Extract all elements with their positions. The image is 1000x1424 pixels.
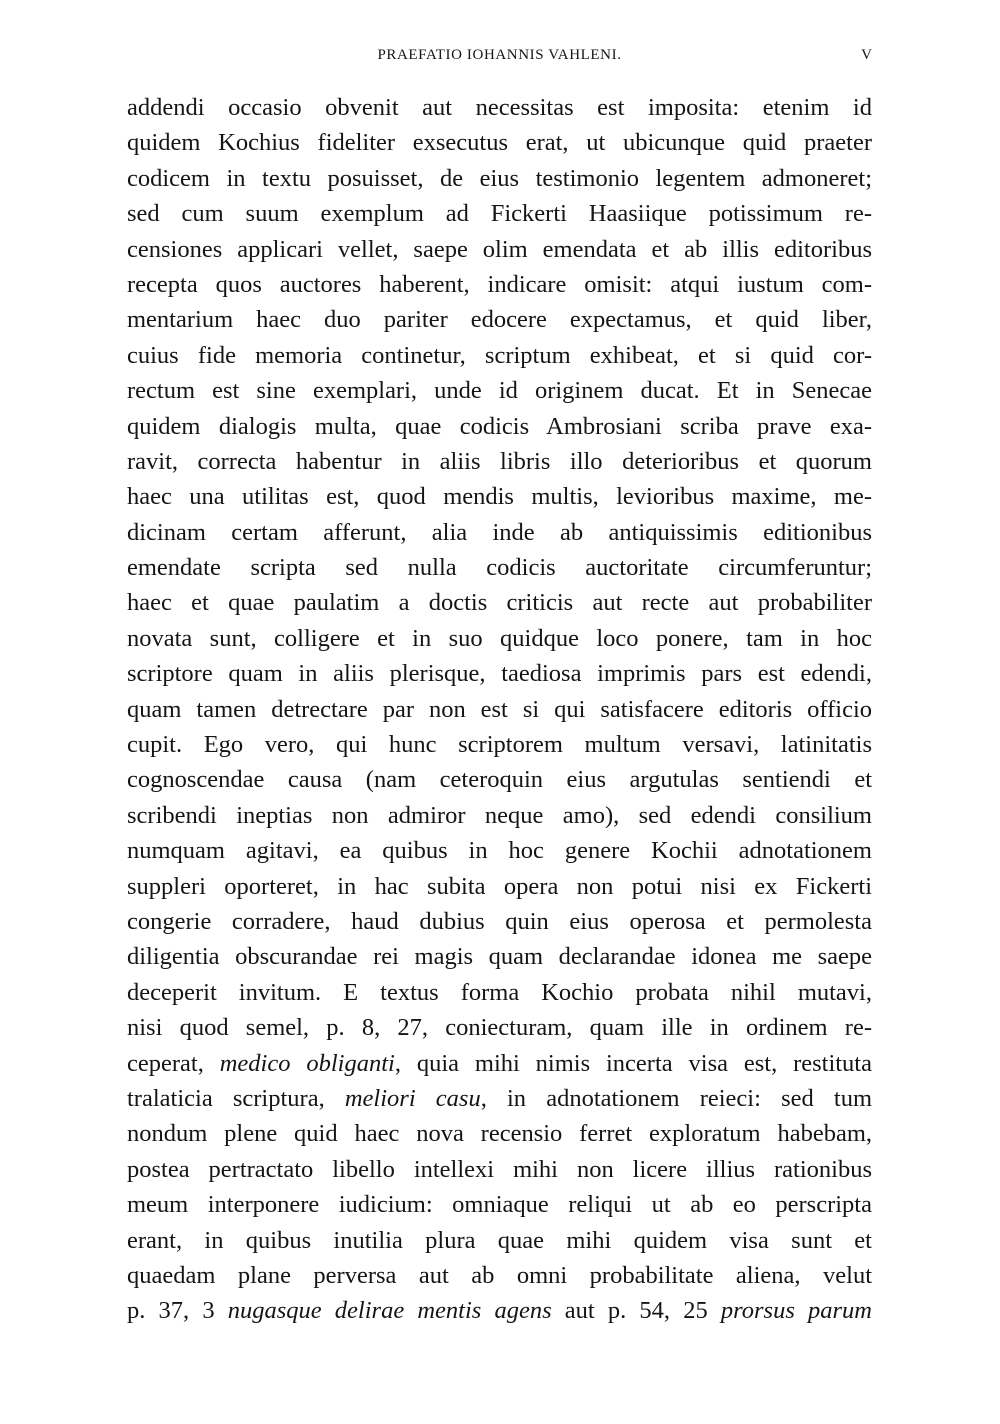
text-line (127, 833, 872, 868)
text-segment: congerie corradere, haud dubius quin eius operosa et permolesta (127, 907, 872, 935)
text-line (127, 1046, 872, 1081)
text-line (127, 373, 872, 408)
text-segment: quaedam plane perversa aut ab omni probabilitate aliena, velut (127, 1261, 872, 1289)
text-segment: nondum plene quid haec nova recensio ferret exploratum habebam, (127, 1120, 872, 1148)
italic-text: meliori casu (344, 1084, 481, 1112)
text-segment: haec et quae paulatim a doctis criticis aut recte aut probabiliter (127, 589, 872, 617)
text-line (127, 939, 872, 974)
text-segment: numquam agitavi, ea quibus in hoc genere Kochii adnotationem (127, 837, 872, 865)
text-line (127, 90, 872, 125)
text-line (127, 1258, 872, 1293)
text-segment: p. 37, 3 (127, 1297, 228, 1325)
text-segment: haec una utilitas est, quod mendis multis, levioribus maxime, me- (127, 483, 872, 511)
text-line (127, 975, 872, 1010)
text-line (127, 762, 872, 797)
italic-text: prorsus parum (720, 1297, 872, 1325)
text-line (127, 444, 872, 479)
text-segment: nisi quod semel, p. 8, 27, coniecturam, quam ille in ordinem re- (127, 1014, 872, 1042)
text-segment: ceperat, (127, 1049, 220, 1077)
text-line (127, 621, 872, 656)
text-segment: diligentia obscurandae rei magis quam declarandae idonea me saepe (127, 943, 872, 971)
text-line (127, 1187, 872, 1222)
text-segment: emendate scripta sed nulla codicis auctoritate circumferuntur; (127, 554, 872, 582)
text-line (127, 302, 872, 337)
text-segment: recepta quos auctores haberent, indicare omisit: atqui iustum com- (127, 270, 872, 298)
text-segment: rectum est sine exemplari, unde id originem ducat. Et in Senecae (127, 377, 872, 405)
italic-text: nugasque delirae mentis agens (227, 1297, 552, 1325)
text-line (127, 232, 872, 267)
text-line (127, 479, 872, 514)
text-segment: cupit. Ego vero, qui hunc scriptorem multum versavi, latinitatis (127, 731, 872, 759)
text-segment: quam tamen detrectare par non est si qui satisfacere editoris officio (127, 695, 872, 723)
italic-text: medico obliganti (219, 1049, 395, 1077)
text-line (127, 1081, 872, 1116)
text-line (127, 692, 872, 727)
text-segment: addendi occasio obvenit aut necessitas est imposita: etenim id (127, 94, 872, 121)
text-line (127, 869, 872, 904)
text-segment: , quia mihi nimis incerta visa est, restituta (394, 1049, 872, 1077)
text-segment: , in adnotationem reieci: sed tum (480, 1084, 873, 1112)
page-header (127, 47, 872, 71)
text-line (127, 1152, 872, 1187)
text-segment: scribendi ineptias non admiror neque amo), sed edendi consilium (127, 801, 872, 829)
text-line (127, 196, 872, 231)
text-segment: postea pertractato libello intellexi mihi non licere illius rationibus (127, 1155, 872, 1183)
text-segment: tralaticia scriptura, (127, 1084, 345, 1112)
text-segment: aut p. 54, 25 (551, 1297, 721, 1325)
text-line (127, 904, 872, 939)
text-line (127, 1116, 872, 1151)
text-segment: codicem in textu posuisset, de eius testimonio legentem admoneret; (127, 164, 872, 192)
text-segment: deceperit invitum. E textus forma Kochio probata nihil mutavi, (127, 978, 872, 1006)
text-segment: quidem dialogis multa, quae codicis Ambrosiani scriba prave exa- (127, 412, 872, 440)
text-segment: erant, in quibus inutilia plura quae mihi quidem visa sunt et (127, 1226, 872, 1254)
text-segment: suppleri oporteret, in hac subita opera non potui nisi ex Fickerti (127, 872, 872, 900)
text-line (127, 656, 872, 691)
text-line (127, 338, 872, 373)
text-segment: scriptore quam in aliis plerisque, taediosa imprimis pars est edendi, (127, 660, 872, 688)
text-segment: mentarium haec duo pariter edocere expectamus, et quid liber, (127, 306, 872, 334)
text-segment: dicinam certam afferunt, alia inde ab antiquissimis editionibus (127, 518, 872, 546)
text-line (127, 161, 872, 196)
text-line (127, 1010, 872, 1045)
text-segment: cognoscendae causa (nam ceteroquin eius argutulas sentiendi et (127, 766, 872, 794)
text-segment: sed cum suum exemplum ad Fickerti Haasiique potissimum re- (127, 200, 872, 228)
running-title: PRAEFATIO IOHANNIS VAHLENI. (377, 47, 622, 63)
page-number: V (861, 47, 872, 63)
text-line (127, 409, 872, 444)
text-segment: novata sunt, colligere et in suo quidque loco ponere, tam in hoc (127, 624, 872, 652)
text-line (127, 125, 872, 160)
text-line (127, 1223, 872, 1258)
text-line (127, 727, 872, 762)
text-segment: ravit, correcta habentur in aliis libris illo deterioribus et quorum (127, 447, 872, 475)
text-segment: cuius fide memoria continetur, scriptum exhibeat, et si quid cor- (127, 341, 872, 369)
text-line (127, 585, 872, 620)
text-segment: censiones applicari vellet, saepe olim emendata et ab illis editoribus (127, 235, 872, 263)
text-line (127, 550, 872, 585)
text-line (127, 515, 872, 550)
body-text (127, 90, 872, 1329)
text-line (127, 798, 872, 833)
text-segment: meum interponere iudicium: omniaque reliqui ut ab eo perscripta (127, 1191, 872, 1219)
text-segment: quidem Kochius fideliter exsecutus erat, ut ubicunque quid praeter (127, 129, 872, 157)
text-line (127, 1293, 872, 1328)
text-line (127, 267, 872, 302)
